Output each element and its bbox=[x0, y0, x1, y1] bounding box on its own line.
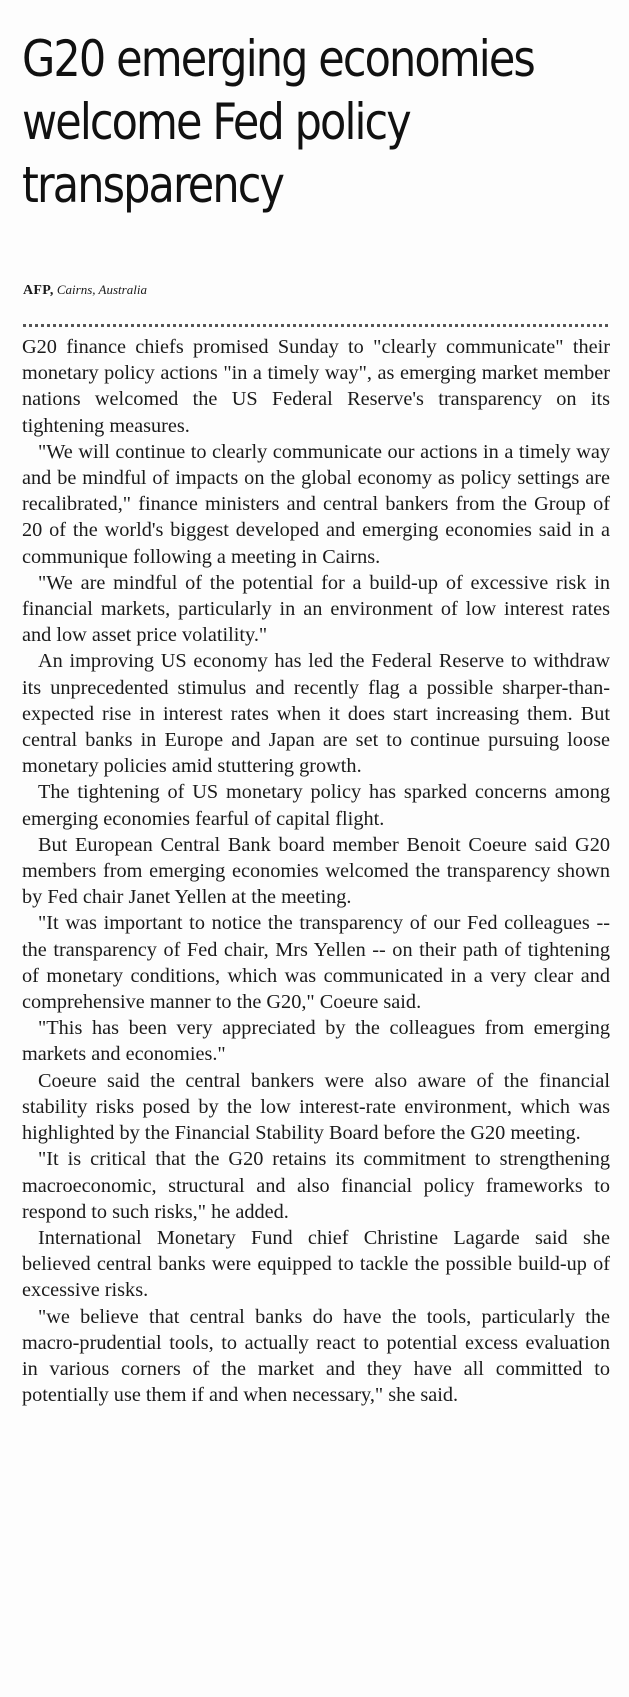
paragraph-9: Coeure said the central bankers were also aware of the financial stability risks posed by the low interest-rate environment, which was highlighted by the Financial Stability Board before the G20 meeting. bbox=[22, 1069, 610, 1145]
byline-location: Cairns, Australia bbox=[56, 282, 147, 297]
headline-line-2: welcome Fed policy bbox=[22, 93, 410, 151]
headline-line-1: G20 emerging economies bbox=[22, 30, 534, 88]
byline bbox=[23, 282, 147, 299]
paragraph-6: But European Central Bank board member Benoit Coeure said G20 members from emerging economies welcomed the transparency shown by Fed chair Janet Yellen at the meeting. bbox=[22, 833, 610, 909]
paragraph-7: "It was important to notice the transparency of our Fed colleagues -- the transparency of Fed chair, Mrs Yellen -- on their path of tightening of monetary conditions, which was communicated in a very clear and comprehensive manner to the G20," Coeure said. bbox=[22, 912, 610, 1014]
paragraph-12: "we believe that central banks do have the tools, particularly the macro-prudential tools, to actually react to potential excess evaluation in various corners of the market and they have all committed to potentially use them if and when necessary," she said. bbox=[22, 1305, 610, 1407]
headline bbox=[22, 28, 534, 217]
byline-agency: AFP, bbox=[23, 283, 54, 298]
paragraph-11: International Monetary Fund chief Christine Lagarde said she believed central banks were equipped to tackle the possible build-up of excessive risks. bbox=[22, 1226, 610, 1302]
paragraph-1: G20 finance chiefs promised Sunday to "clearly communicate" their monetary policy actions "in a timely way", as emerging market member nations welcomed the US Federal Reserve's transparency on its tightening measures. bbox=[22, 336, 610, 437]
article-body bbox=[22, 334, 610, 1408]
paragraph-5: The tightening of US monetary policy has sparked concerns among emerging economies fearful of capital flight. bbox=[22, 781, 610, 830]
paragraph-4: An improving US economy has led the Federal Reserve to withdraw its unprecedented stimulus and recently flag a possible sharper-than-expected rise in interest rates when it does start increasing them. But central banks in Europe and Japan are set to continue pursuing loose monetary policies amid stuttering growth. bbox=[22, 650, 610, 778]
paragraph-10: "It is critical that the G20 retains its commitment to strengthening macroeconomic, structural and also financial policy frameworks to respond to such risks," he added. bbox=[22, 1148, 610, 1223]
paragraph-2: "We will continue to clearly communicate our actions in a timely way and be mindful of impacts on the global economy as policy settings are recalibrated," finance ministers and central bankers from the Group of 20 of the world's biggest developed and emerging economies said in a communique following a meeting in Cairns. bbox=[22, 440, 610, 568]
dotted-divider bbox=[23, 324, 608, 327]
paragraph-8: "This has been very appreciated by the colleagues from emerging markets and economies." bbox=[22, 1017, 610, 1066]
paragraph-3: "We are mindful of the potential for a build-up of excessive risk in financial markets, particularly in an environment of low interest rates and low asset price volatility." bbox=[22, 571, 610, 647]
headline-line-3: transparency bbox=[22, 156, 284, 214]
